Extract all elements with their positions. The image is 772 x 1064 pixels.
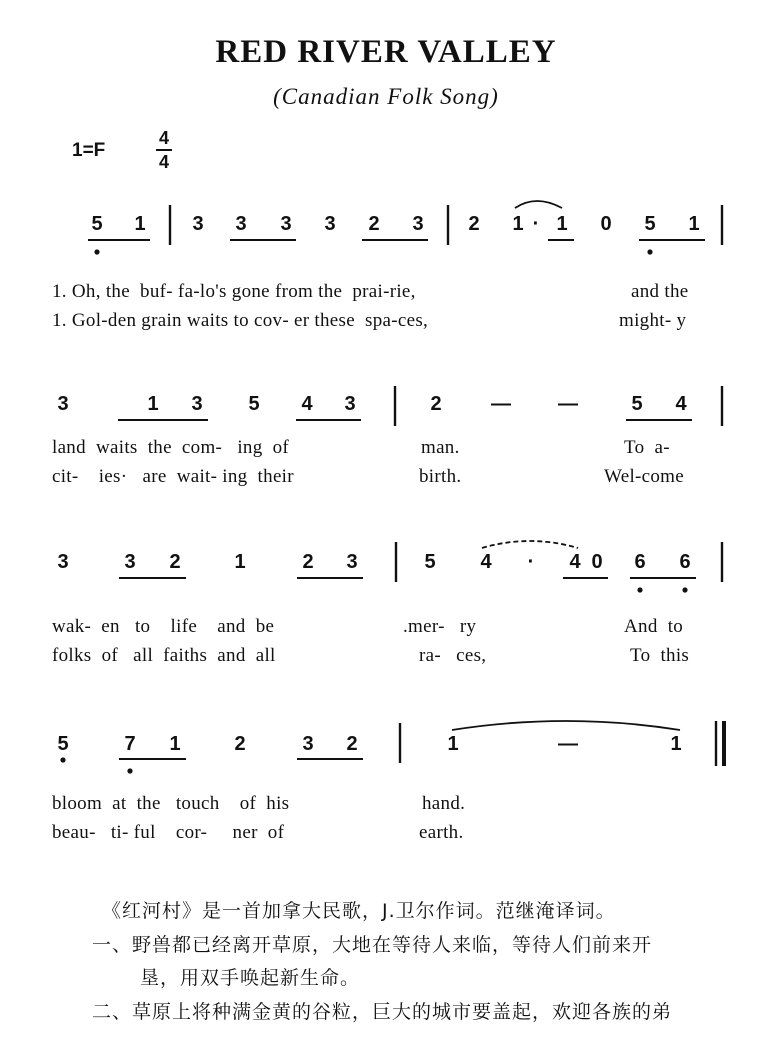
lyric-line: ra- ces, (419, 645, 487, 666)
lyric-line: bloom at the touch of his (52, 793, 290, 814)
note: · (527, 551, 535, 573)
note: 3 (57, 393, 69, 415)
notes-line: 二、草原上将种满金黄的谷粒，巨大的城市要盖起，欢迎各族的弟 (92, 1001, 673, 1023)
lyric-line: wak- en to life and be (52, 616, 275, 637)
note: 3 (57, 551, 69, 573)
note: 5 (631, 393, 643, 415)
note: 5 (91, 213, 103, 235)
note: 1 (512, 213, 524, 235)
note: 3 (280, 213, 292, 235)
lyric-line: land waits the com- ing of (52, 437, 290, 458)
note: 2 (430, 393, 442, 415)
lyric-line: To a- (624, 437, 670, 458)
note: 7 (124, 733, 136, 755)
lyric-line: earth. (419, 822, 464, 843)
lyric-line: hand. (422, 793, 466, 814)
note: 1 (147, 393, 159, 415)
note: 4 (675, 393, 687, 415)
note: 1 (234, 551, 246, 573)
lyric-line: 1. Oh, the buf- fa-lo's gone from the prai-rie, (52, 281, 416, 302)
time-signature-top: 4 (158, 128, 169, 148)
lyric-line: beau- ti- ful cor- ner of (52, 822, 285, 843)
note: 5 (57, 733, 69, 755)
note: · (532, 213, 540, 235)
note: 3 (324, 213, 336, 235)
note: 3 (302, 733, 314, 755)
note: 3 (412, 213, 424, 235)
note: 6 (634, 551, 646, 573)
lyric-line: To this (630, 645, 690, 666)
time-signature-bottom: 4 (158, 152, 169, 172)
note: 2 (468, 213, 480, 235)
lyric-line: folks of all faiths and all (52, 645, 276, 666)
note: 5 (424, 551, 436, 573)
note: 1 (688, 213, 700, 235)
lyric-line: .mer- ry (403, 616, 477, 637)
beam-lines (88, 240, 705, 759)
note: 6 (679, 551, 691, 573)
note: 1 (169, 733, 181, 755)
lyric-line: 1. Gol-den grain waits to cov- er these spa-ces, (52, 310, 429, 331)
note: — (558, 393, 578, 415)
note: 2 (169, 551, 181, 573)
note: — (491, 393, 511, 415)
lyric-line: cit- ies· are wait- ing their (52, 466, 294, 487)
lyric-line: Wel-come (604, 466, 684, 487)
note: 3 (191, 393, 203, 415)
note: 1 (134, 213, 146, 235)
lyric-line: and the (631, 281, 689, 302)
note: 2 (368, 213, 380, 235)
lyric-line: birth. (419, 466, 462, 487)
note: 1 (556, 213, 568, 235)
note: 1 (670, 733, 682, 755)
note: 5 (248, 393, 260, 415)
note: 3 (192, 213, 204, 235)
note: 2 (302, 551, 314, 573)
lyric-line: And to (624, 616, 684, 637)
note: 3 (124, 551, 136, 573)
note: 5 (644, 213, 656, 235)
note: 4 (480, 551, 492, 573)
note: 0 (591, 551, 603, 573)
notes-line: 垦，用双手唤起新生命。 (140, 967, 361, 989)
note: 3 (235, 213, 247, 235)
song-title: RED RIVER VALLEY (215, 34, 557, 70)
note: — (558, 733, 578, 755)
notes-line: 《红河村》是一首加拿大民歌，J.卫尔作词。范继淹译词。 (102, 900, 616, 922)
note: 0 (600, 213, 612, 235)
note: 2 (234, 733, 246, 755)
barlines (170, 205, 722, 766)
slurs (452, 201, 680, 730)
note: 4 (301, 393, 313, 415)
key-signature: 1=F (72, 140, 106, 161)
song-subtitle: (Canadian Folk Song) (273, 84, 499, 109)
notes-line: 一、野兽都已经离开草原，大地在等待人来临，等待人们前来开 (92, 934, 653, 956)
octave-dots (60, 249, 690, 773)
note: 1 (447, 733, 459, 755)
note: 3 (346, 551, 358, 573)
lyric-line: man. (421, 437, 460, 458)
lyric-line: might- y (619, 310, 687, 331)
note: 2 (346, 733, 358, 755)
note: 3 (344, 393, 356, 415)
note: 4 (569, 551, 581, 573)
